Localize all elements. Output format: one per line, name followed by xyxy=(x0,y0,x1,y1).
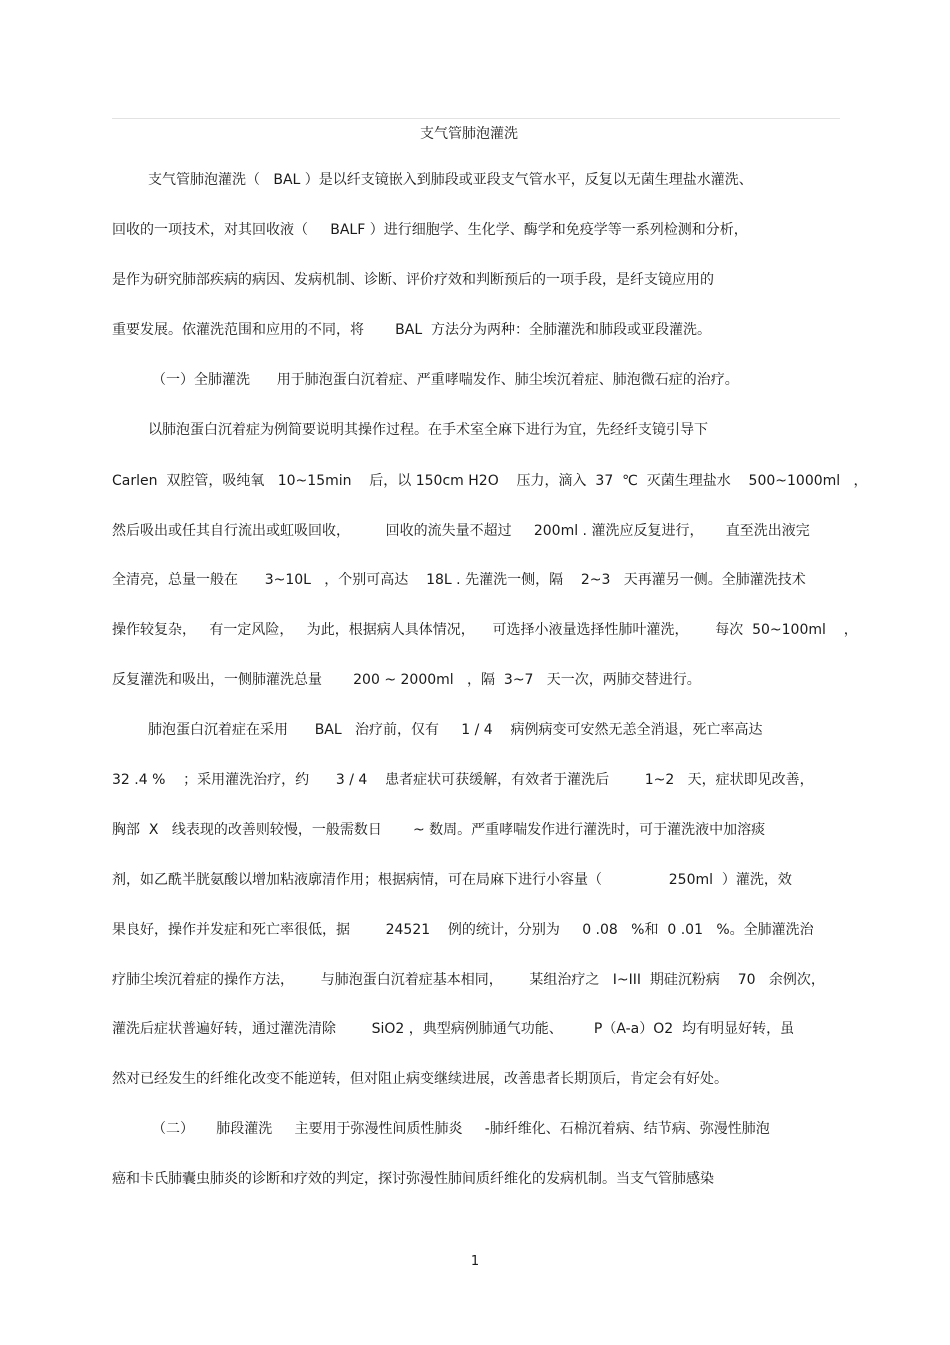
header-rule xyxy=(112,118,840,119)
paragraph-line: 然对已经发生的纤维化改变不能逆转，但对阻止病变继续进展，改善患者长期顶后，肯定会有好处。 xyxy=(112,1071,728,1087)
paragraph-line: 重要发展。依灌洗范围和应用的不同，将 BAL 方法分为两种：全肺灌洗和肺段或亚段灌洗。 xyxy=(112,322,712,338)
paragraph-line: 是作为研究肺部疾病的病因、发病机制、诊断、评价疗效和判断预后的一项手段，是纤支镜应用的 xyxy=(112,272,714,288)
section-heading-line: （二） 肺段灌洗 主要用于弥漫性间质性肺炎 -肺纤维化、石棉沉着病、结节病、弥漫性肺泡 xyxy=(152,1121,770,1137)
page-number: 1 xyxy=(470,1254,480,1269)
section-heading-line: （一）全肺灌洗 用于肺泡蛋白沉着症、严重哮喘发作、肺尘埃沉着症、肺泡微石症的治疗。 xyxy=(152,372,739,388)
paragraph-line: 操作较复杂， 有一定风险， 为此，根据病人具体情况， 可选择小液量选择性肺叶灌洗， 每次 50~100ml ， xyxy=(112,622,858,638)
paragraph-line: 疗肺尘埃沉着症的操作方法， 与肺泡蛋白沉着症基本相同， 某组治疗之 I~III 期硅沉粉病 70 余例次， xyxy=(112,972,825,988)
paragraph-line: 癌和卡氏肺囊虫肺炎的诊断和疗效的判定，探讨弥漫性肺间质纤维化的发病机制。当支气管肺感染 xyxy=(112,1171,714,1187)
paragraph-line: 胸部 X 线表现的改善则较慢，一般需数日 ~ 数周。严重哮喘发作进行灌洗时，可于灌洗液中加溶痰 xyxy=(112,822,766,838)
paragraph-line: 32 .4 % ；采用灌洗治疗，约 3 / 4 患者症状可获缓解，有效者于灌洗后 1~2 天，症状即见改善， xyxy=(112,772,814,788)
paragraph-line: 以肺泡蛋白沉着症为例简要说明其操作过程。在手术室全麻下进行为宜，先经纤支镜引导下 xyxy=(148,422,708,438)
paragraph-line: 灌洗后症状普遍好转，通过灌洗清除 SiO2 ，典型病例肺通气功能、 P（A-a）O2 均有明显好转，虽 xyxy=(112,1021,795,1037)
paragraph-line: Carlen 双腔管，吸纯氧 10~15min 后，以 150cm H2O 压力，滴入 37 ℃ 灭菌生理盐水 500~1000ml ， xyxy=(112,473,868,489)
paragraph-line: 支气管肺泡灌洗（ BAL ）是以纤支镜嵌入到肺段或亚段支气管水平，反复以无菌生理盐水灌洗、 xyxy=(148,172,753,188)
document-title: 支气管肺泡灌洗 xyxy=(420,126,518,142)
paragraph-line: 肺泡蛋白沉着症在采用 BAL 治疗前，仅有 1 / 4 病例病变可安然无恙全消退，死亡率高达 xyxy=(148,722,763,738)
paragraph-line: 然后吸出或任其自行流出或虹吸回收， 回收的流失量不超过 200ml . 灌洗应反复进行， 直至洗出液完 xyxy=(112,523,810,539)
paragraph-line: 反复灌洗和吸出，一侧肺灌洗总量 200 ~ 2000ml ，隔 3~7 天一次，两肺交替进行。 xyxy=(112,672,701,688)
paragraph-line: 回收的一项技术，对其回收液（ BALF ）进行细胞学、生化学、酶学和免疫学等一系列检测和分析， xyxy=(112,222,748,238)
paragraph-line: 果良好，操作并发症和死亡率很低，据 24521 例的统计，分别为 0 .08 %和 0 .01 %。全肺灌洗治 xyxy=(112,922,814,938)
paragraph-line: 剂，如乙酰半胱氨酸以增加粘液廓清作用；根据病情，可在局麻下进行小容量（ 250ml ）灌洗，效 xyxy=(112,872,792,888)
paragraph-line: 全清亮，总量一般在 3~10L ，个别可高达 18L . 先灌洗一侧，隔 2~3 天再灌另一侧。全肺灌洗技术 xyxy=(112,572,806,588)
